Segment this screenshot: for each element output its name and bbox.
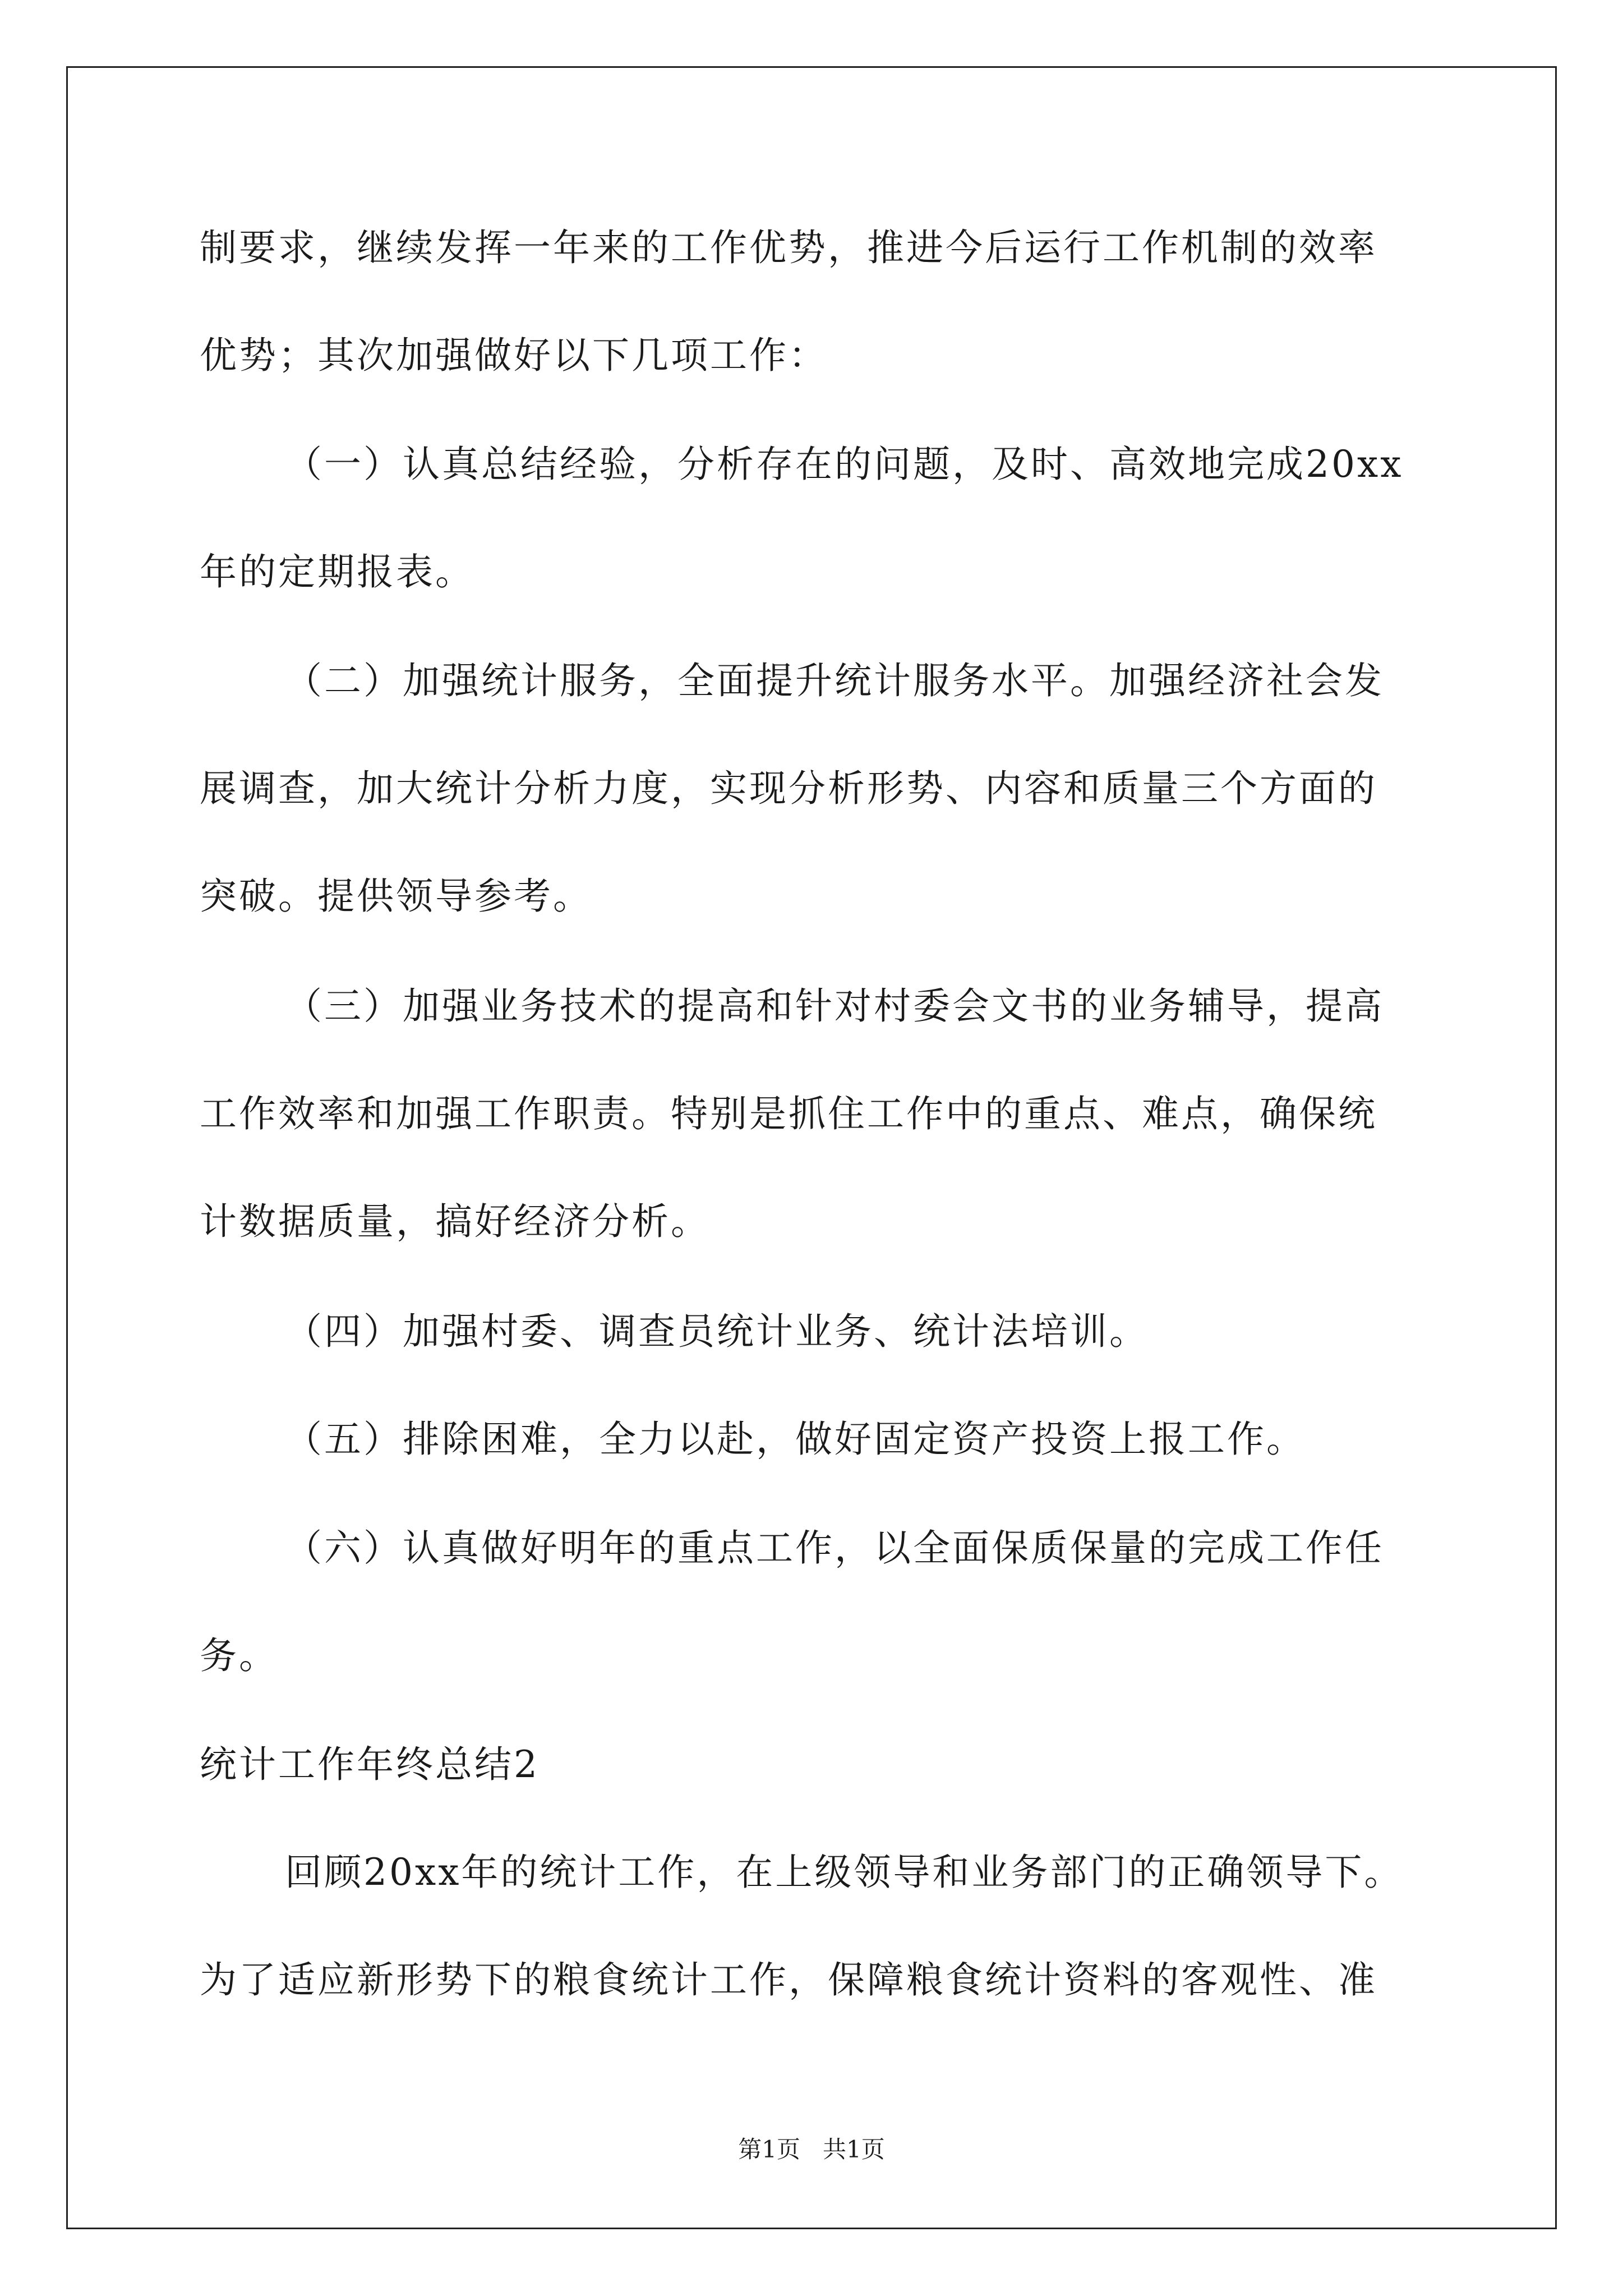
- text-line-4: 年的定期报表。: [200, 550, 474, 593]
- text-line-8: （三）加强业务技术的提高和针对村委会文书的业务辅导，提高: [285, 984, 1384, 1028]
- text-line-13: （六）认真做好明年的重点工作，以全面保质保量的完成工作任: [285, 1526, 1384, 1570]
- page-frame: [66, 66, 1557, 2229]
- text-line-6: 展调查，加大统计分析力度，实现分析形势、内容和质量三个方面的: [200, 767, 1377, 810]
- page-footer: [0, 2133, 1623, 2166]
- page-total: 共1页: [823, 2136, 885, 2163]
- page-number: 第1页: [738, 2136, 800, 2163]
- text-line-7: 突破。提供领导参考。: [200, 875, 592, 918]
- text-line-2: 优势；其次加强做好以下几项工作：: [200, 334, 828, 377]
- text-line-10: 计数据质量，搞好经济分析。: [200, 1200, 710, 1243]
- text-line-14: 务。: [200, 1634, 278, 1677]
- text-line-3: （一）认真总结经验，分析存在的问题，及时、高效地完成20xx: [285, 443, 1404, 486]
- text-line-5: （二）加强统计服务，全面提升统计服务水平。加强经济社会发: [285, 659, 1384, 702]
- text-line-16: 回顾20xx年的统计工作，在上级领导和业务部门的正确领导下。: [285, 1851, 1404, 1894]
- text-line-12: （五）排除困难，全力以赴，做好固定资产投资上报工作。: [285, 1418, 1306, 1461]
- text-line-11: （四）加强村委、调查员统计业务、统计法培训。: [285, 1310, 1149, 1353]
- section-heading: 统计工作年终总结2: [200, 1743, 540, 1786]
- text-line-17: 为了适应新形势下的粮食统计工作，保障粮食统计资料的客观性、准: [200, 1958, 1377, 2001]
- text-line-1: 制要求，继续发挥一年来的工作优势，推进今后运行工作机制的效率: [200, 226, 1377, 269]
- text-line-9: 工作效率和加强工作职责。特别是抓住工作中的重点、难点，确保统: [200, 1092, 1377, 1135]
